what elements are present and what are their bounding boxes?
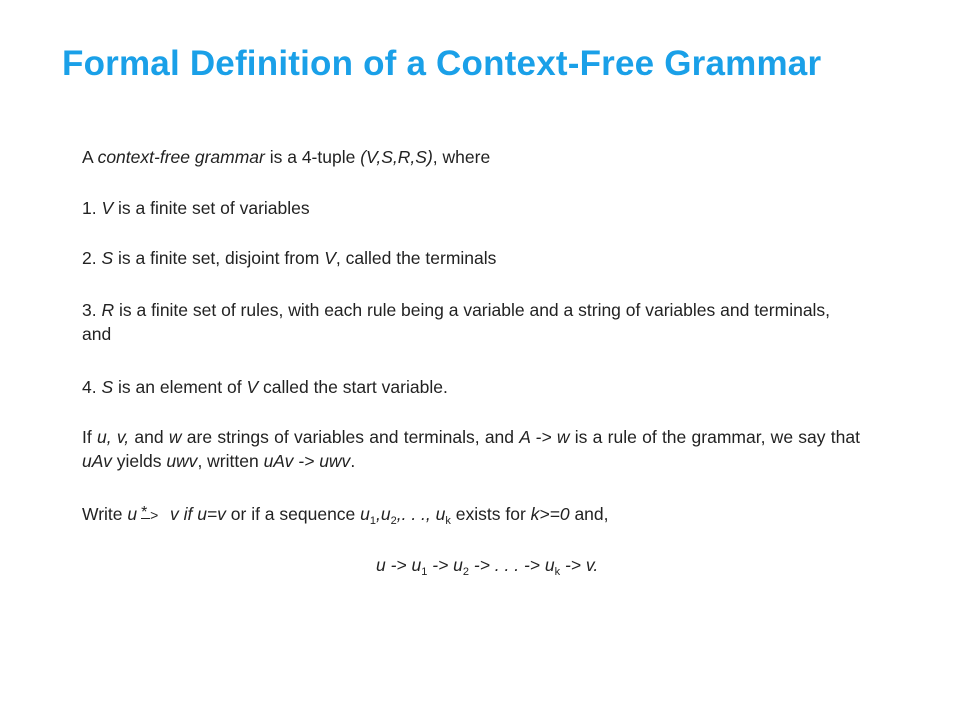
definition-item-1: 1. V is a finite set of variables bbox=[82, 198, 310, 218]
slide-title: Formal Definition of a Context-Free Grammar bbox=[62, 44, 822, 83]
derivation-paragraph: Write u * > v if u=v or if a sequence $u_1,u_2$,. . ., $u_k$ exists for k>=0 and, bbox=[82, 504, 609, 527]
derives-symbol: * > bbox=[141, 504, 159, 523]
yields-paragraph: If u, v, and w are strings of variables and terminals, and A -> w is a rule of the grammar, we say that uAv yields uwv, written uAv -> uwv. bbox=[82, 427, 860, 471]
definition-item-2: 2. S is a finite set, disjoint from V, called the terminals bbox=[82, 248, 497, 268]
derivation-chain: $u -> u_1 -> u_2$ -> . . . -> $u_k -> v$. bbox=[376, 555, 599, 578]
intro-paragraph: A context-free grammar is a 4-tuple (V,S,R,S), where bbox=[82, 147, 491, 167]
definition-item-3: 3. R is a finite set of rules, with each rule being a variable and a string of variables and terminals, and bbox=[82, 300, 831, 344]
definition-item-4: 4. S is an element of V called the start variable. bbox=[82, 377, 448, 397]
